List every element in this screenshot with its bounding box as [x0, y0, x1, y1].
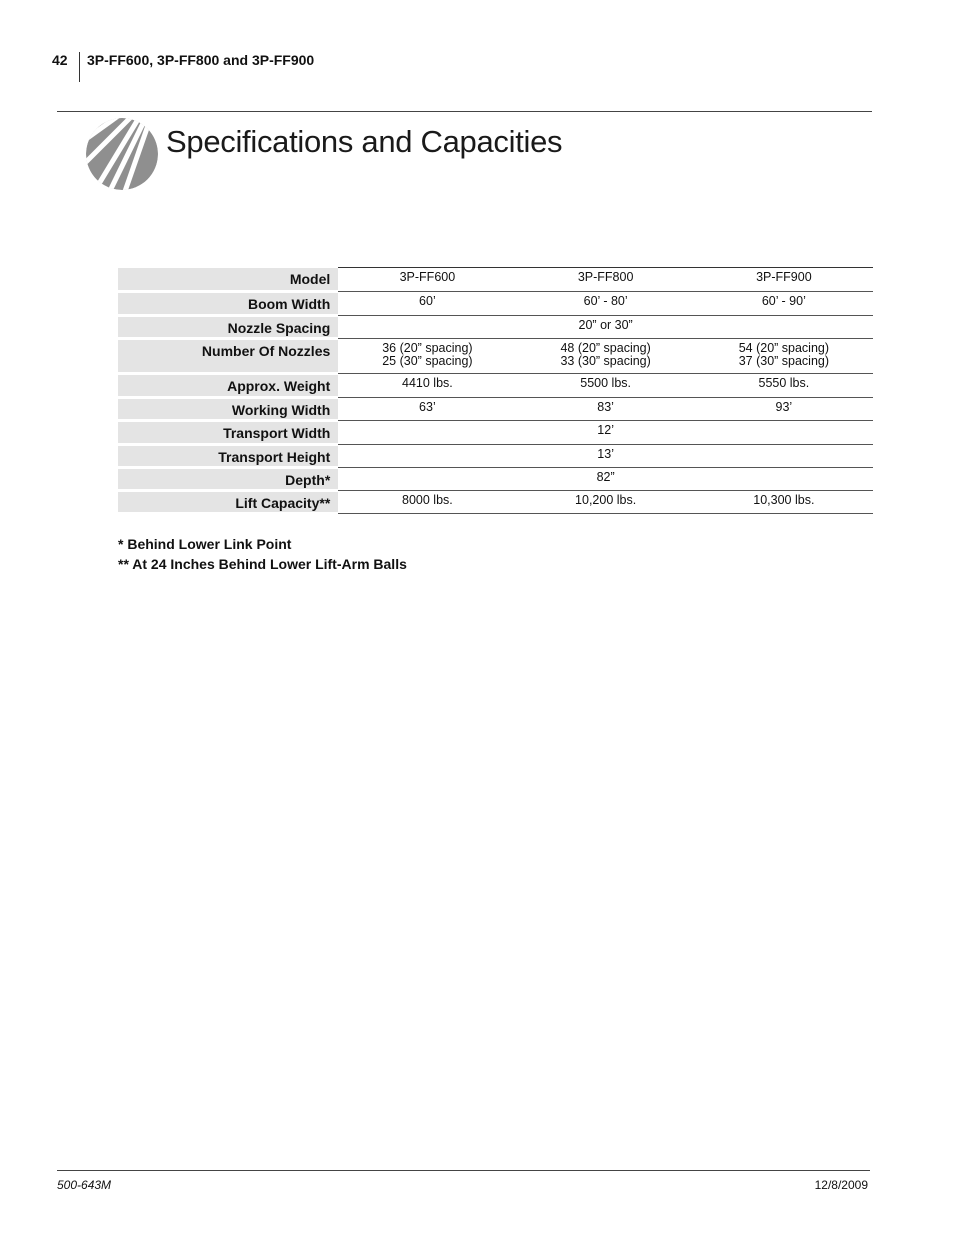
cell-line: 36 (20” spacing) [382, 341, 473, 355]
footer-rule [57, 1170, 870, 1171]
table-cell: 13’ [338, 445, 873, 468]
row-label: Boom Width [118, 292, 338, 316]
page-number: 42 [52, 52, 68, 68]
table-cell: 4410 lbs. [338, 374, 516, 398]
cell-line: 37 (30” spacing) [738, 354, 830, 368]
specifications-table [118, 267, 873, 515]
table-cell: 93’ [695, 398, 873, 421]
table-cell: 5500 lbs. [517, 374, 695, 398]
table-cell: 10,200 lbs. [517, 491, 695, 514]
row-label: Working Width [118, 398, 338, 421]
footnote: * Behind Lower Link Point [118, 536, 292, 552]
document-title: 3P-FF600, 3P-FF800 and 3P-FF900 [87, 52, 315, 68]
table-cell: 10,300 lbs. [695, 491, 873, 514]
table-row [118, 316, 873, 339]
cell-line: 25 (30” spacing) [382, 354, 473, 368]
row-label: Model [118, 268, 338, 292]
table-cell [517, 339, 695, 374]
footnote: ** At 24 Inches Behind Lower Lift-Arm Balls [118, 556, 407, 572]
table-cell: 12’ [338, 421, 873, 445]
table-cell: 83’ [517, 398, 695, 421]
document-number: 500-643M [57, 1178, 112, 1192]
table-cell: 60’ - 90’ [695, 292, 873, 316]
table-row [118, 491, 873, 514]
table-row [118, 374, 873, 398]
table-row [118, 398, 873, 421]
table-cell: 5550 lbs. [695, 374, 873, 398]
page-title: Specifications and Capacities [166, 124, 563, 159]
row-label: Depth* [118, 468, 338, 491]
cell-line: 54 (20” spacing) [738, 341, 830, 355]
table-cell [338, 339, 516, 374]
table-cell: 3P-FF800 [517, 268, 695, 292]
table-cell: 8000 lbs. [338, 491, 516, 514]
footnotes [118, 534, 407, 574]
table-row [118, 339, 873, 374]
table-cell: 82” [338, 468, 873, 491]
table-cell [695, 339, 873, 374]
row-label: Nozzle Spacing [118, 316, 338, 339]
table-cell: 63’ [338, 398, 516, 421]
row-label: Transport Width [118, 421, 338, 445]
table-cell: 3P-FF600 [338, 268, 516, 292]
cell-line: 33 (30” spacing) [560, 354, 651, 368]
diagonal-stripes-circle-logo [85, 117, 159, 191]
table-row [118, 268, 873, 292]
table-row [118, 468, 873, 491]
table-cell: 20” or 30” [338, 316, 873, 339]
header-rule [57, 111, 872, 112]
row-label: Number Of Nozzles [118, 339, 338, 374]
table-row [118, 421, 873, 445]
row-label: Approx. Weight [118, 374, 338, 398]
table-row [118, 292, 873, 316]
table-cell: 60’ - 80’ [517, 292, 695, 316]
table-cell: 3P-FF900 [695, 268, 873, 292]
row-label: Transport Height [118, 445, 338, 468]
row-label: Lift Capacity** [118, 491, 338, 514]
table-cell: 60’ [338, 292, 516, 316]
table-row [118, 445, 873, 468]
header-divider [79, 52, 80, 82]
revision-date: 12/8/2009 [814, 1178, 868, 1192]
cell-line: 48 (20” spacing) [560, 341, 651, 355]
